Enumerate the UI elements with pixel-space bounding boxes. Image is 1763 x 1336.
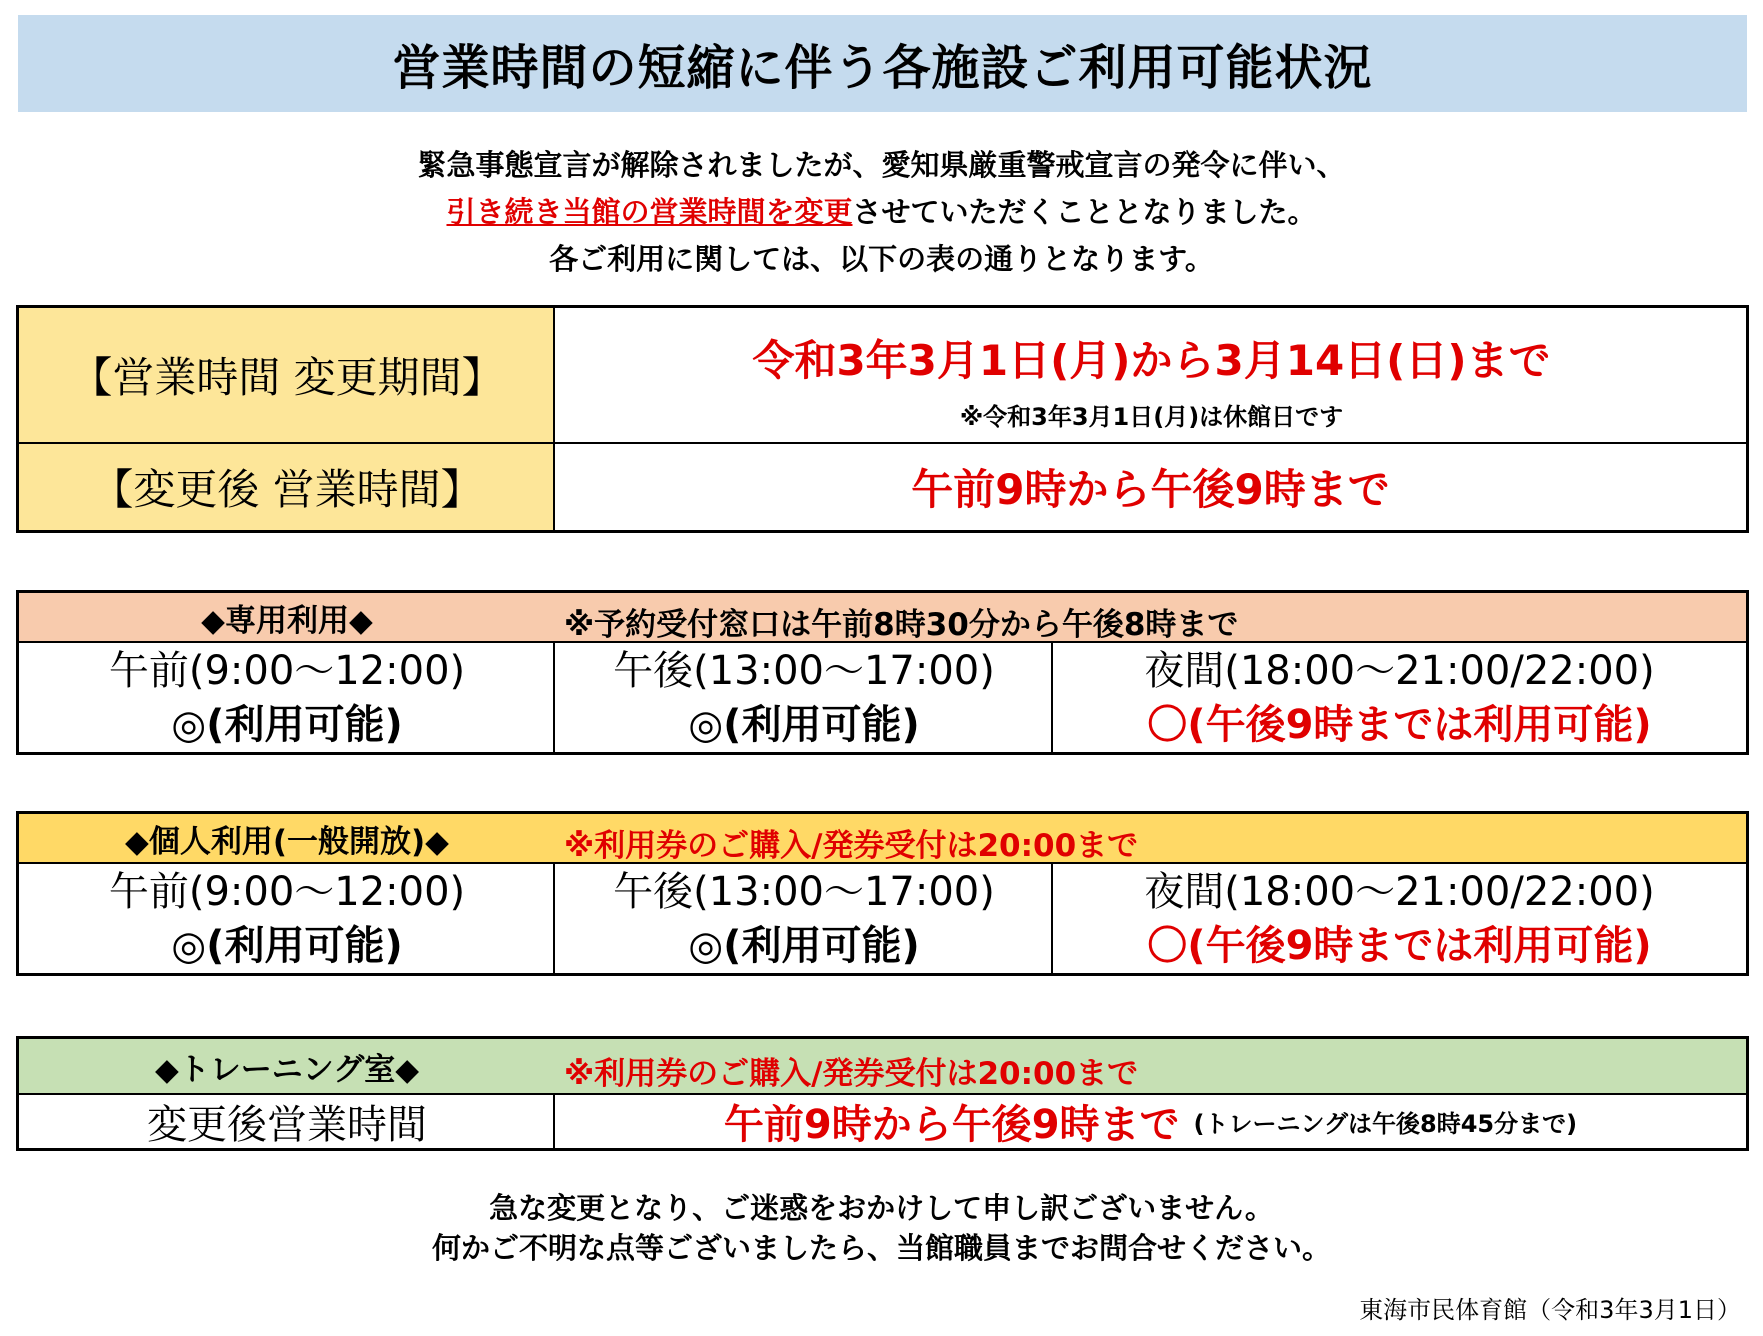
individual-note: ※利用券のご購入/発券受付は20:00まで [564,828,1139,864]
period-label: 【営業時間 変更期間】 [70,353,504,402]
individual-table [16,811,1749,976]
exclusive-header: ◆専用利用◆ [201,602,373,639]
footer-line-1: 急な変更となり、ご迷惑をおかけして申し訳ございません。 [489,1191,1274,1225]
hours-value: 午前9時から午後9時まで [911,465,1390,514]
cell-status: ◎(利用可能) [171,701,403,748]
cell-time: 午前(9:00～12:00) [108,868,466,915]
hours-label: 【変更後 営業時間】 [91,465,483,514]
cell-time: 午前(9:00～12:00) [108,647,466,694]
individual-cell-morning [19,864,555,973]
exclusive-header-row [19,593,1746,641]
cell-status: 〇(午後9時までは利用可能) [1147,922,1652,969]
individual-cell-night [1051,864,1746,973]
cell-time: 夜間(18:00～21:00/22:00) [1144,647,1655,694]
cell-time: 夜間(18:00～21:00/22:00) [1144,868,1655,915]
training-value: 午前9時から午後9時まで [723,1102,1180,1148]
exclusive-cell-morning [19,643,555,752]
intro-line-3: 各ご利用に関しては、以下の表の通りとなります。 [549,242,1214,276]
footer-line-2: 何かご不明な点等ございましたら、当館職員までお問合せください。 [431,1231,1331,1265]
training-note: ※利用券のご購入/発券受付は20:00まで [564,1056,1139,1092]
intro-highlight: 引き続き当館の営業時間を変更 [446,195,853,229]
cell-time: 午後(13:00～17:00) [613,647,995,694]
individual-header-row [19,814,1746,862]
exclusive-table [16,590,1749,755]
training-value-cell [553,1095,1746,1148]
summary-table [16,305,1749,533]
cell-status: ◎(利用可能) [171,922,403,969]
training-value-note: (トレーニングは午後8時45分まで) [1193,1110,1578,1138]
exclusive-cell-afternoon [553,643,1053,752]
cell-status: ◎(利用可能) [688,922,920,969]
period-value-cell [553,308,1746,442]
intro-line-1: 緊急事態宣言が解除されましたが、愛知県厳重警戒宣言の発令に伴い、 [417,148,1346,182]
training-header-row [19,1039,1746,1093]
training-table [16,1036,1749,1151]
training-label-cell [19,1095,555,1148]
exclusive-note: ※予約受付窓口は午前8時30分から午後8時まで [564,607,1239,643]
cell-status: ◎(利用可能) [688,701,920,748]
intro-line-2-rest: させていただくこととなりました。 [852,195,1317,229]
cell-time: 午後(13:00～17:00) [613,868,995,915]
training-header: ◆トレーニング室◆ [154,1051,420,1088]
individual-cell-afternoon [553,864,1053,973]
signature: 東海市民体育館（令和3年3月1日） [1359,1296,1741,1324]
period-note: ※令和3年3月1日(月)は休館日です [959,402,1344,431]
hours-value-cell [553,444,1746,530]
period-label-cell [19,308,555,442]
cell-status: 〇(午後9時までは利用可能) [1147,701,1652,748]
training-label: 変更後営業時間 [147,1102,427,1148]
intro-line-2 [0,190,1763,231]
page-title: 営業時間の短縮に伴う各施設ご利用可能状況 [392,40,1373,96]
title-bar [18,15,1747,112]
period-value: 令和3年3月1日(月)から3月14日(日)まで [752,336,1551,385]
exclusive-cell-night [1051,643,1746,752]
hours-label-cell [19,444,555,530]
individual-header: ◆個人利用(一般開放)◆ [124,823,450,860]
